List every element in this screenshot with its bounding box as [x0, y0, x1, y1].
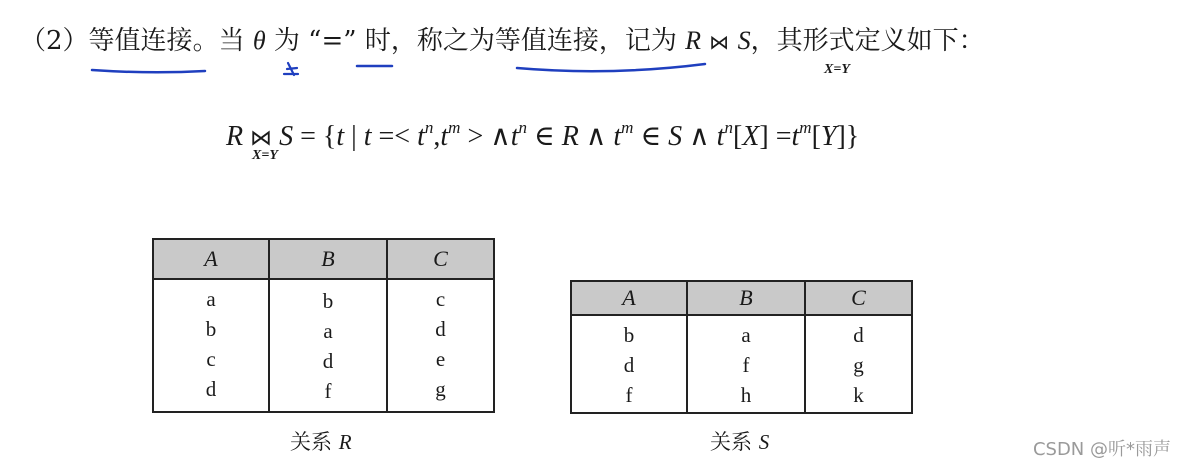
formula-part: m [621, 118, 634, 137]
formula-part: ∧ [578, 121, 614, 152]
table-cell: d [435, 317, 446, 341]
heading-text: ，记为 [598, 26, 677, 56]
table-cell: b [623, 323, 635, 347]
table-cell: c [206, 347, 216, 371]
watermark: CSDN @听*雨声 [1032, 439, 1171, 460]
table-cell: f [625, 383, 633, 407]
formula-S: S [279, 121, 294, 152]
heading-text: 为 [273, 26, 300, 56]
underline-term [92, 70, 205, 72]
table-cell: e [435, 347, 446, 371]
table-cell: g [435, 377, 446, 401]
formula-part: ∈ [633, 121, 669, 152]
relation-S: S [737, 26, 751, 55]
heading-text: 。当 [192, 26, 245, 56]
table-cell: k [853, 383, 864, 407]
formula-part: [ [732, 121, 743, 152]
formula-part: ∈ [527, 121, 562, 152]
formula-part: ∧ [682, 121, 717, 152]
formula-join-symbol: ⋈ [250, 126, 273, 151]
table-cell: b [322, 289, 334, 313]
table-cell: d [205, 377, 217, 401]
table-cell: f [742, 353, 750, 377]
table-cell: a [323, 319, 333, 343]
formula-part: m [448, 118, 461, 137]
equals-symbol: = [321, 26, 344, 56]
caption-relation-name: S [758, 430, 770, 454]
formula-part: = { [293, 121, 337, 152]
formula-part: n [518, 118, 528, 137]
column-header: B [269, 239, 387, 279]
formula-part: > ∧ [460, 121, 511, 152]
caption-text: 关系 [710, 430, 759, 454]
table-column [571, 315, 687, 413]
table-column [153, 279, 269, 412]
formula-part: t [510, 121, 519, 152]
table-cell: b [205, 317, 217, 341]
column-header: A [153, 239, 269, 279]
table-cell: d [853, 323, 864, 347]
quote-close: ” [343, 26, 357, 56]
quote-open: “ [308, 26, 322, 56]
formula-part: [ [811, 121, 821, 152]
formula-part: X [742, 121, 760, 152]
heading-join-condition: X=Y [824, 62, 850, 77]
formula-part: t [613, 121, 622, 152]
formula-part: R [561, 121, 579, 152]
term-equijoin: 等值连接 [88, 26, 193, 56]
formula-part: | [344, 121, 364, 152]
formula-part: t [716, 121, 725, 152]
column-header: A [571, 281, 687, 315]
table-cell: h [740, 383, 752, 407]
table-column [805, 315, 912, 413]
formula-part: t [336, 121, 345, 152]
relation-R-table [152, 238, 495, 413]
table-cell: a [741, 323, 751, 347]
relation-S-caption [710, 426, 769, 456]
table-column [687, 315, 805, 413]
underline-called [517, 64, 705, 71]
relation-R: R [685, 26, 702, 55]
formula-part: t [791, 121, 800, 152]
heading-text: ，其形式定义如下： [750, 26, 985, 56]
formula-part: t [363, 121, 372, 152]
formula-part: =< [371, 121, 418, 152]
column-header: C [387, 239, 494, 279]
column-header: B [687, 281, 805, 315]
term-called-equijoin: 称之为等值连接 [416, 26, 599, 56]
formula-part: , [433, 121, 441, 152]
equijoin-formula [226, 108, 860, 152]
formula-part: m [799, 118, 812, 137]
join-symbol: ⋈ [709, 30, 730, 54]
formula-part: ] = [759, 121, 792, 152]
table-cell: d [322, 349, 334, 373]
theta-symbol: θ [252, 26, 266, 55]
caption-relation-name: R [338, 430, 352, 454]
relation-S-table [570, 280, 913, 414]
column-header: C [805, 281, 912, 315]
table-cell: f [324, 379, 332, 403]
formula-R: R [226, 121, 244, 152]
table-cell: c [435, 287, 446, 311]
formula-part: n [424, 118, 434, 137]
relation-R-caption [290, 426, 352, 456]
item-number: （2） [20, 26, 89, 56]
formula-part: Y [820, 121, 837, 152]
formula-part: t [417, 121, 425, 152]
table-cell: a [206, 287, 216, 311]
table-cell: d [623, 353, 635, 377]
formula-part: n [724, 118, 733, 137]
caption-text: 关系 [290, 430, 339, 454]
formula-join-condition: X=Y [252, 148, 278, 163]
table-column [269, 279, 387, 412]
formula-part: t [440, 121, 449, 152]
heading-text: 时， [364, 26, 417, 56]
table-column [387, 279, 494, 412]
table-cell: g [853, 353, 864, 377]
formula-part: ]} [836, 121, 860, 152]
theta-mark [284, 63, 298, 75]
formula-part: S [668, 121, 683, 152]
